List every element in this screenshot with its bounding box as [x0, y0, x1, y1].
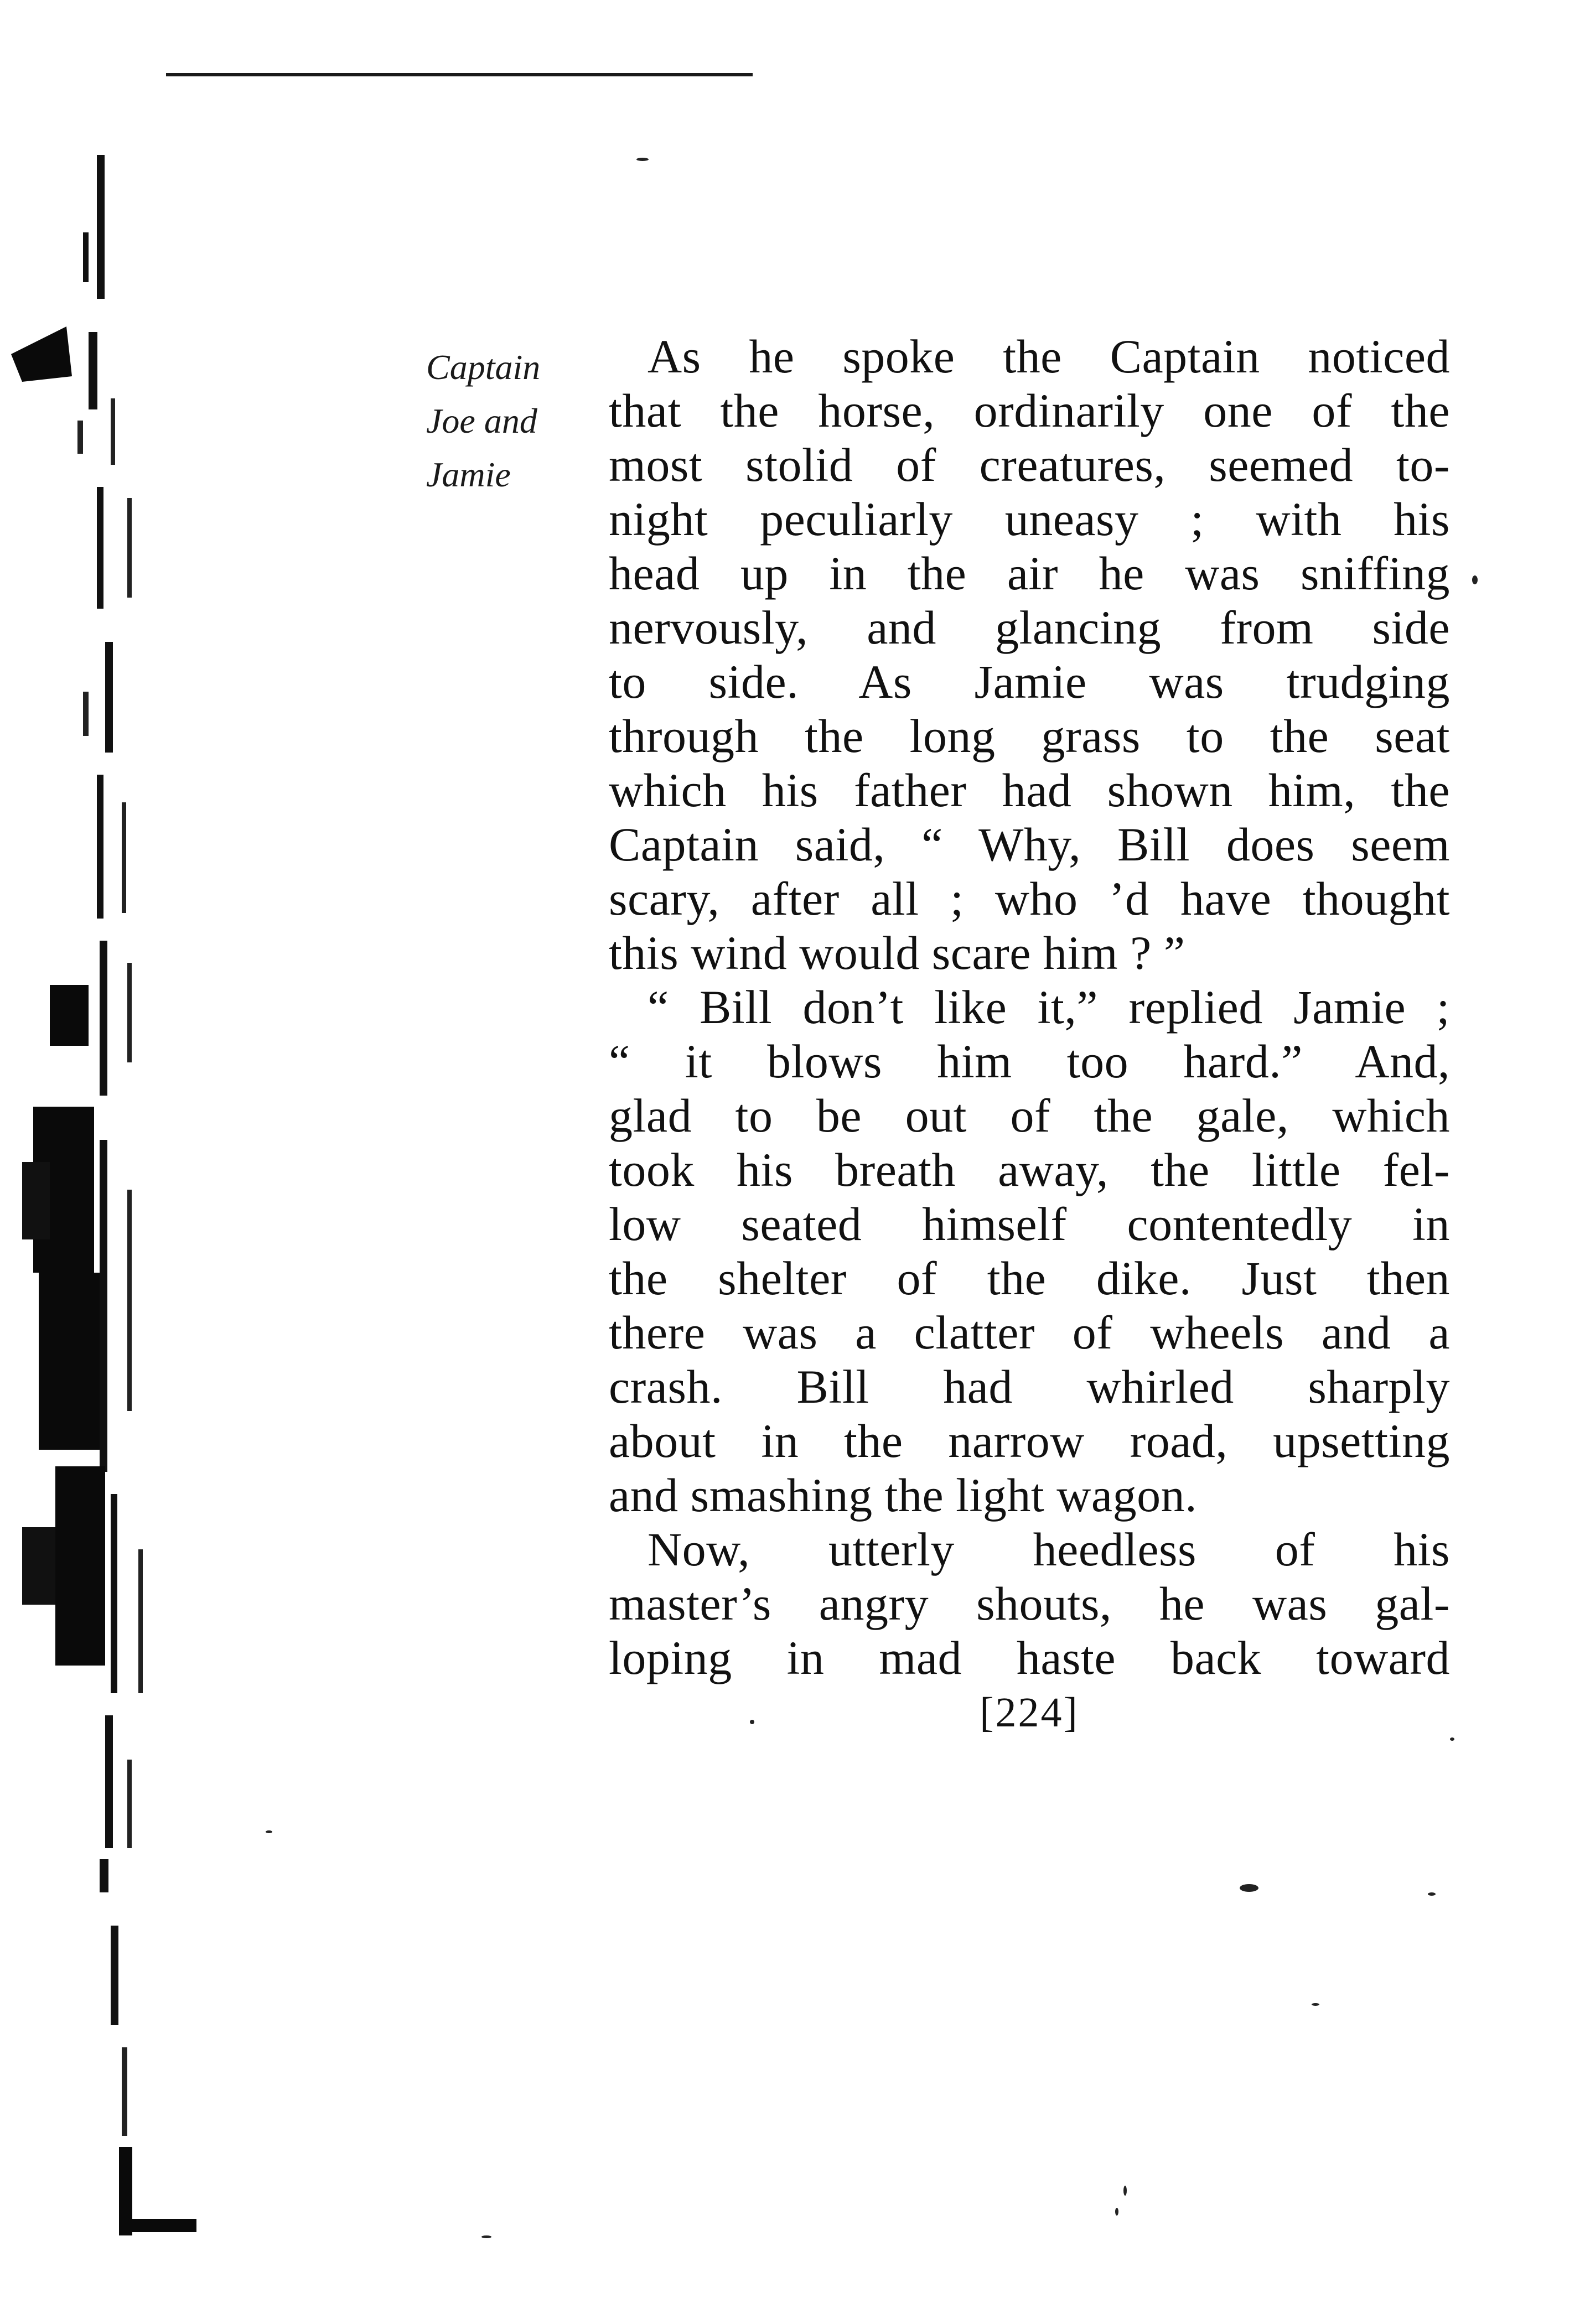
text-line: low seated himself contentedly in	[609, 1197, 1450, 1251]
text-line: scary, after all ; who ’d have thought	[609, 872, 1450, 925]
speck	[1312, 2003, 1319, 2006]
text-line: this wind would scare him ? ”	[609, 926, 1185, 979]
marginal-note	[426, 340, 592, 501]
speck	[266, 1830, 272, 1833]
speck	[1472, 575, 1478, 584]
top-rule	[166, 73, 753, 76]
text-line: which his father had shown him, the	[609, 764, 1450, 817]
speck	[636, 158, 649, 161]
text-line: As he spoke the Captain noticed	[648, 330, 1450, 383]
text-line: the shelter of the dike. Just then	[609, 1252, 1450, 1305]
text-line: night peculiarly uneasy ; with his	[609, 492, 1450, 546]
speck	[1450, 1737, 1454, 1741]
text-line: Captain said, “ Why, Bill does seem	[609, 818, 1450, 871]
text-line: “ it blows him too hard.” And,	[609, 1035, 1450, 1088]
text-line: nervously, and glancing from side	[609, 601, 1450, 654]
speck	[1428, 1892, 1436, 1896]
text-line: that the horse, ordinarily one of the	[609, 384, 1450, 437]
speck	[481, 2235, 491, 2238]
page-number: [224]	[980, 1689, 1079, 1736]
text-line: to side. As Jamie was trudging	[609, 655, 1450, 708]
text-line: most stolid of creatures, seemed to-	[609, 438, 1450, 491]
scan-edge-artifact	[0, 0, 199, 2324]
marginal-note-line: Captain	[426, 347, 541, 387]
marginal-note-line: Joe and	[426, 401, 537, 440]
text-line: head up in the air he was sniffing	[609, 547, 1450, 600]
text-line: took his breath away, the little fel-	[609, 1143, 1450, 1196]
speck	[1123, 2186, 1127, 2196]
text-line: about in the narrow road, upsetting	[609, 1414, 1450, 1467]
text-line: loping in mad haste back toward	[609, 1631, 1450, 1684]
text-line: “ Bill don’t like it,” replied Jamie ;	[648, 981, 1450, 1034]
speck	[1115, 2208, 1118, 2216]
marginal-note-line: Jamie	[426, 455, 511, 494]
text-line: master’s angry shouts, he was gal-	[609, 1577, 1450, 1630]
text-line: Now, utterly heedless of his	[648, 1523, 1450, 1576]
text-line: through the long grass to the seat	[609, 709, 1450, 762]
text-line: glad to be out of the gale, which	[609, 1089, 1450, 1142]
body-text	[609, 329, 1450, 1685]
text-line: there was a clatter of wheels and a	[609, 1306, 1450, 1359]
text-line: crash. Bill had whirled sharply	[609, 1360, 1450, 1413]
text-line: and smashing the light wagon.	[609, 1469, 1198, 1522]
speck	[1240, 1884, 1258, 1892]
